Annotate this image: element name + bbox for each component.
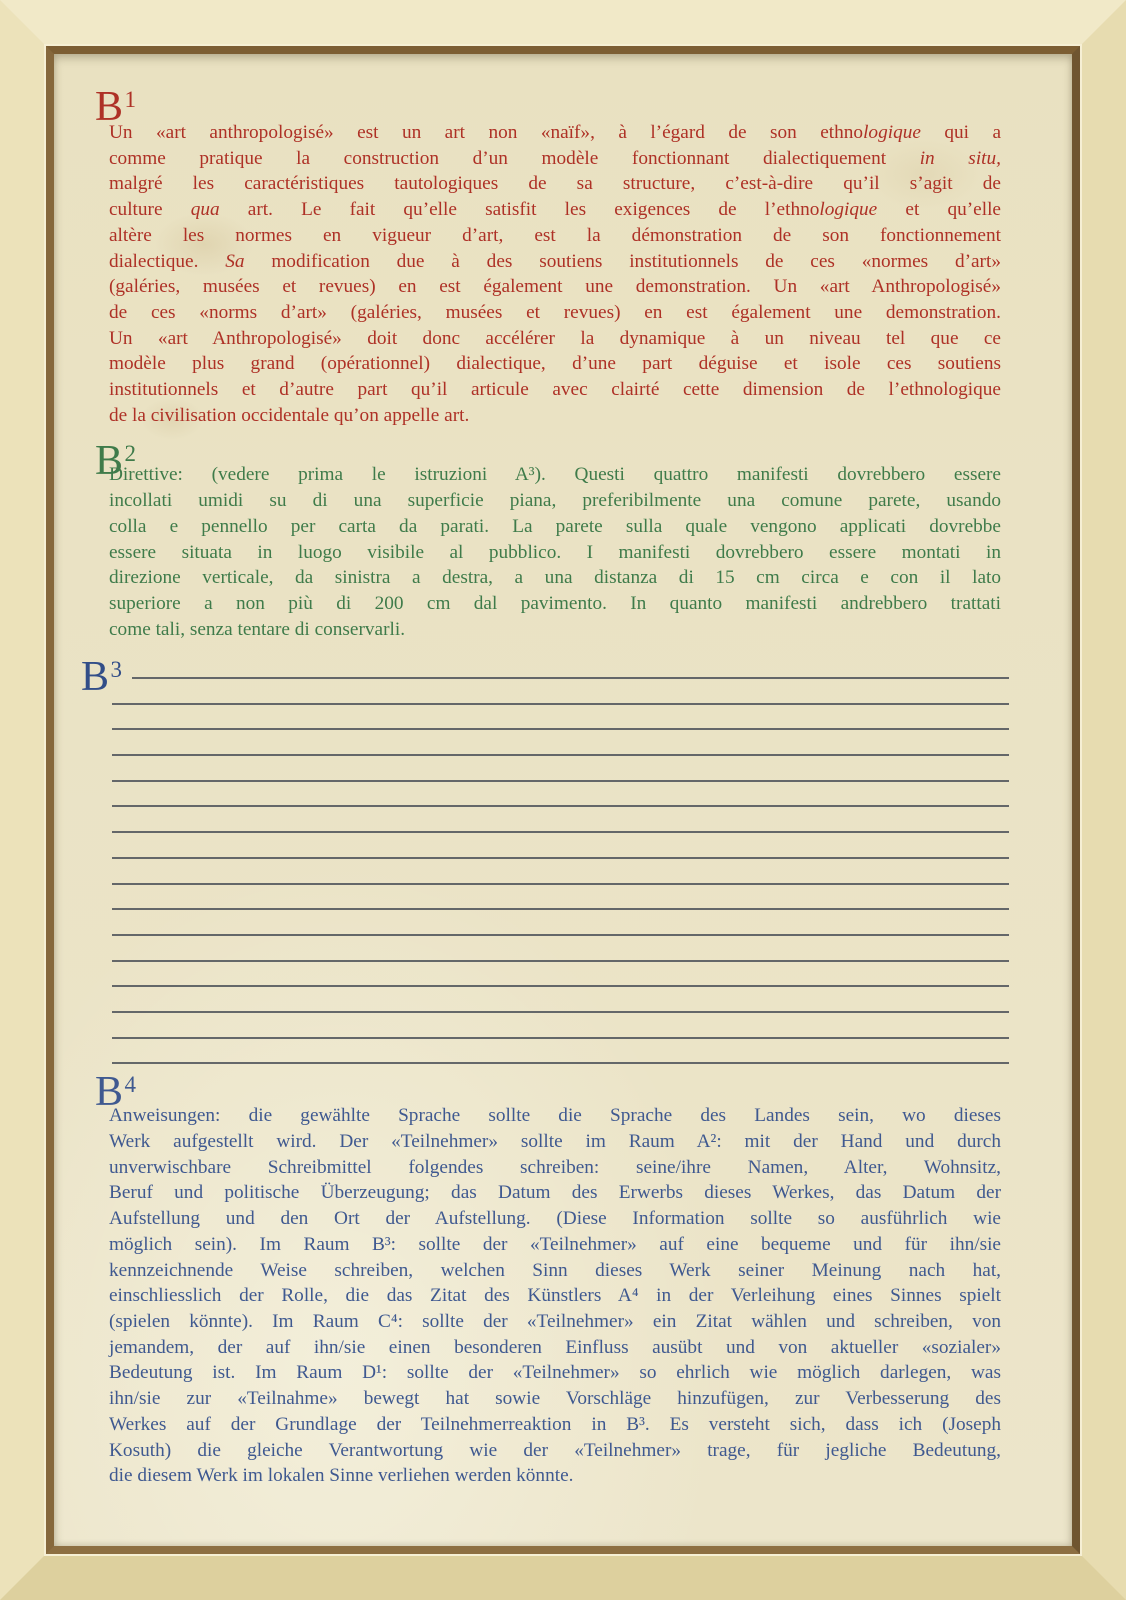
italian-paragraph bbox=[109, 462, 1001, 642]
text-line: incollati umidi su di una superficie piana, preferibilmente una comune parete, usando bbox=[109, 490, 1001, 512]
text-line: colla e pennello per carta da parati. La parete sulla quale vengono applicati dovrebbe bbox=[109, 515, 1001, 537]
ruled-line bbox=[112, 936, 1009, 962]
ruled-line bbox=[112, 910, 1009, 936]
text-line: de ces «norms d’art» (galéries, musées et revues) en est également une demonstration. bbox=[109, 301, 1001, 323]
ruled-line bbox=[112, 679, 1009, 705]
poster-paper bbox=[54, 54, 1072, 1546]
text-line: institutionnels et d’autre part qu’il articule avec clairté cette dimension de l’ethnologique bbox=[109, 379, 1001, 401]
text-line: die diesem Werk im lokalen Sinne verliehen werden könnte. bbox=[109, 1465, 574, 1487]
ruled-line bbox=[112, 1039, 1009, 1065]
text-line: culture qua art. Le fait qu’elle satisfit les exigences de l’ethnologique et qu’elle bbox=[109, 199, 1001, 221]
section-b3 bbox=[81, 652, 1001, 1065]
text-line: comme pratique la construction d’un modèle fonctionnant dialectiquement in situ, bbox=[109, 147, 1001, 169]
text-line: essere situata in luogo visibile al pubblico. I manifesti dovrebbero essere montati in bbox=[109, 541, 1001, 563]
text-line: Bedeutung ist. Im Raum D¹: sollte der «Teilnehmer» so ehrlich wie möglich darlegen, was bbox=[109, 1362, 1001, 1384]
section-superscript: 4 bbox=[124, 1072, 137, 1098]
section-letter: B bbox=[95, 84, 124, 130]
gold-trim bbox=[46, 46, 1080, 1554]
section-b1-header bbox=[95, 82, 1001, 130]
text-line: modèle plus grand (opérationnel) dialectique, d’une part déguise et isole ces soutiens bbox=[109, 353, 1001, 375]
section-superscript: 1 bbox=[124, 87, 137, 112]
ruled-line bbox=[112, 885, 1009, 911]
ruled-line bbox=[112, 782, 1009, 808]
text-line: direzione verticale, da sinistra a destra, a una distanza di 15 cm circa e con il lato bbox=[109, 567, 1001, 589]
ruled-line bbox=[112, 807, 1009, 833]
text-line: Direttive: (vedere prima le istruzioni A³). Questi quattro manifesti dovrebbero essere bbox=[109, 464, 1001, 486]
text-line: möglich sein). Im Raum B³: sollte der «Teilnehmer» auf eine bequeme und für ihn/sie bbox=[109, 1233, 1001, 1255]
ruled-line bbox=[112, 859, 1009, 885]
section-letter: B bbox=[95, 438, 124, 485]
text-line: ihn/sie zur «Teilnahme» bewegt hat sowie Vorschläge hinzufügen, zur Verbesserung des bbox=[109, 1388, 1001, 1410]
ruled-line bbox=[112, 833, 1009, 859]
section-letter: B bbox=[81, 654, 110, 701]
text-line: dialectique. Sa modification due à des soutiens institutionnels de ces «normes d’art» bbox=[109, 250, 1001, 272]
text-line: come tali, senza tentare di conservarli. bbox=[109, 618, 406, 640]
ruled-line bbox=[112, 705, 1009, 731]
ruled-line bbox=[112, 756, 1009, 782]
french-paragraph bbox=[109, 120, 1001, 428]
text-line: malgré les caractéristiques tautologiques de sa structure, c’est-à-dire qu’il s’agit de bbox=[109, 173, 1001, 195]
german-paragraph bbox=[109, 1103, 1001, 1489]
ruled-line bbox=[112, 987, 1009, 1013]
text-line: de la civilisation occidentale qu’on appelle art. bbox=[109, 404, 470, 426]
text-line: Kosuth) die gleiche Verantwortung wie der «Teilnehmer» trage, für jegliche Bedeutung, bbox=[109, 1439, 1001, 1461]
ruled-writing-area bbox=[112, 653, 1009, 1064]
text-line: Aufstellung und den Ort der Aufstellung. (Diese Information sollte so ausführlich wie bbox=[109, 1208, 1001, 1230]
text-line: superiore a non più di 200 cm dal pavimento. In quanto manifesti andrebbero trattati bbox=[109, 592, 1001, 614]
text-line: (spielen könnte). Im Raum C⁴: sollte der «Teilnehmer» ein Zitat wählen und schreiben, von bbox=[109, 1310, 1001, 1332]
text-line: Un «art anthropologisé» est un art non «naïf», à l’égard de son ethnologique qui a bbox=[109, 122, 1001, 143]
text-line: altère les normes en vigueur d’art, est la démonstration de son fonctionnement bbox=[109, 224, 1001, 246]
text-line: Beruf und politische Überzeugung; das Datum des Erwerbs dieses Werkes, das Datum der bbox=[109, 1182, 1001, 1204]
text-line: kennzeichnende Weise schreiben, welchen Sinn dieses Werk seiner Meinung nach hat, bbox=[109, 1259, 1001, 1281]
ruled-line bbox=[112, 1013, 1009, 1039]
text-line: (galéries, musées et revues) en est également une demonstration. Un «art Anthropologisé» bbox=[109, 276, 1001, 298]
text-line: Anweisungen: die gewählte Sprache sollte die Sprache des Landes sein, wo dieses bbox=[109, 1105, 1001, 1127]
ruled-line bbox=[112, 730, 1009, 756]
section-superscript: 3 bbox=[110, 657, 123, 683]
text-line: jemandem, der auf ihn/sie einen besonderen Einfluss ausübt und von aktueller «sozialer» bbox=[109, 1336, 1001, 1358]
ruled-line bbox=[112, 962, 1009, 988]
section-superscript: 2 bbox=[124, 441, 137, 467]
section-letter: B bbox=[95, 1069, 124, 1116]
text-line: unverwischbare Schreibmittel folgendes schreiben: seine/ihre Namen, Alter, Wohnsitz, bbox=[109, 1156, 1001, 1178]
text-line: Werk aufgestellt wird. Der «Teilnehmer» sollte im Raum A²: mit der Hand und durch bbox=[109, 1131, 1001, 1153]
text-line: einschliesslich der Rolle, die das Zitat des Künstlers A⁴ in der Verleihung eines Sinnes spielt bbox=[109, 1285, 1001, 1307]
text-line: Werkes auf der Grundlage der Teilnehmerreaktion in B³. Es versteht sich, dass ich (Joseph bbox=[109, 1413, 1001, 1435]
text-line: Un «art Anthropologisé» doit donc accélérer la dynamique à un niveau tel que ce bbox=[109, 327, 1001, 349]
ruled-line bbox=[132, 653, 1009, 679]
